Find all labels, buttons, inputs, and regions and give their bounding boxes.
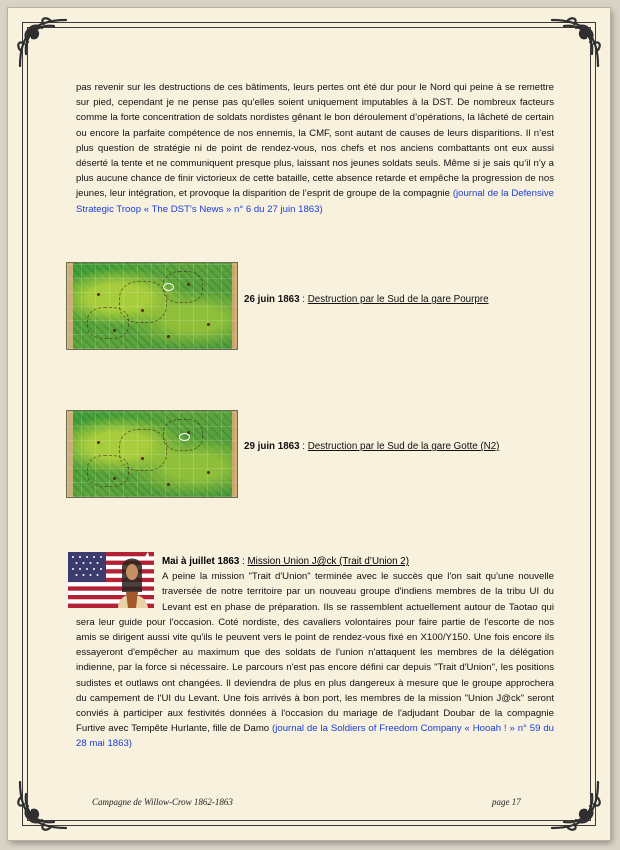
intro-source-citation: (journal de la Defensive Strategic Troop « The DST’s News » n° 6 du 27 juin 1863) — [76, 188, 555, 215]
event-caption-1 — [244, 294, 489, 305]
intro-paragraph — [76, 80, 554, 217]
map-image-gare-pourpre — [66, 262, 238, 350]
intro-section — [76, 80, 554, 217]
event-date: 26 juin 1863 — [244, 294, 300, 305]
mission-title: Mission Union J@ck (Trait d’Union 2) — [247, 556, 409, 567]
corner-ornament-icon — [14, 14, 72, 72]
event-title: Destruction par le Sud de la gare Gotte (N2) — [307, 441, 500, 452]
mission-separator: : — [239, 556, 248, 567]
corner-ornament-icon — [14, 776, 72, 834]
mission-paragraph — [76, 569, 554, 751]
location-marker-icon — [179, 433, 190, 441]
event-title: Destruction par le Sud de la gare Pourpre — [307, 294, 489, 305]
event-separator: : — [299, 294, 308, 305]
mission-heading — [162, 554, 409, 569]
event-date: 29 juin 1863 — [244, 441, 300, 452]
map-image-gare-gotte — [66, 410, 238, 498]
corner-ornament-icon — [546, 14, 604, 72]
footer-campaign-title: Campagne de Willow-Crow 1862-1863 — [92, 797, 233, 807]
event-separator: : — [299, 441, 308, 452]
location-marker-icon — [163, 283, 174, 291]
corner-ornament-icon — [546, 776, 604, 834]
mission-body: A peine la mission "Trait d'Union" terminée avec le succès que l'on sait qu'une nouvelle traversée de notre territoire par un nouveau groupe d'indiens membres de la tribu UI du Levant est en phase de préparation. Ils se rassemblent actuellement autour de Taotao qui sera leur guide pour l'occasion. Coté nordiste, des cavaliers volontaires pour faire partie de l'escorte de nos amis se dirigent aussi vite qu'ils le peuvent vers le point de rendez-vous fixé en X100/Y150. Une fois encore ils essayeront d'empêcher au maximum que des soldats de l'union n'attaquent les membres de la délégation indienne, par la force si nécessaire. Le parcours n'est pas encore défini car depuis "Trait d'Union", les positions sudistes et outlaws ont changées. Il deviendra de plus en plus dangereux à mesure que le groupe approchera du campement de l'UI du Levant. Une fois arrivés à bon port, les membres de la mission "Union J@ck" seront conviés à participer aux festivités données à l'occasion du mariage de l'adjudant Doubar de la compagnie Furtive avec Tempête Hurlante, fille de Damo — [76, 571, 554, 735]
footer-page-number: page 17 — [492, 797, 521, 807]
mission-source-citation: (journal de la Soldiers of Freedom Company « Hooah ! » n° 59 du 28 mai 1863) — [76, 723, 554, 750]
event-caption-2 — [244, 441, 499, 452]
mission-date: Mai à juillet 1863 — [162, 556, 240, 567]
flag-float-spacer — [76, 569, 162, 610]
intro-text: pas revenir sur les destructions de ces bâtiments, leurs pertes ont été dur pour le Nord qui peine à se remettre sur pied, cependant je ne pense pas qu’elles soient uniquement imputables à la DST. De nombreux facteurs comme la forte concentration de soldats nordistes gênant le bon déroulement d’opérations, la lâcheté de certain ou encore la parfaite compétence de nos ennemis, la CMF, sont autant de causes de leurs disparitions. Il n’est plus question de stratégie ni de point de rendez-vous, nos chefs et nos anciens combattants ont eux aussi déserté la tente et ne communiquent presque plus, laissant nos jeunes soldats seuls. Même si je sais qu’il n’y a plus aucune chance de finir victorieux de cette bataille, cette absence retarde et empêche la progression de nos jeunes, leur intégration, et provoque la disparition de l’esprit de groupe de la compagnie — [76, 82, 554, 200]
